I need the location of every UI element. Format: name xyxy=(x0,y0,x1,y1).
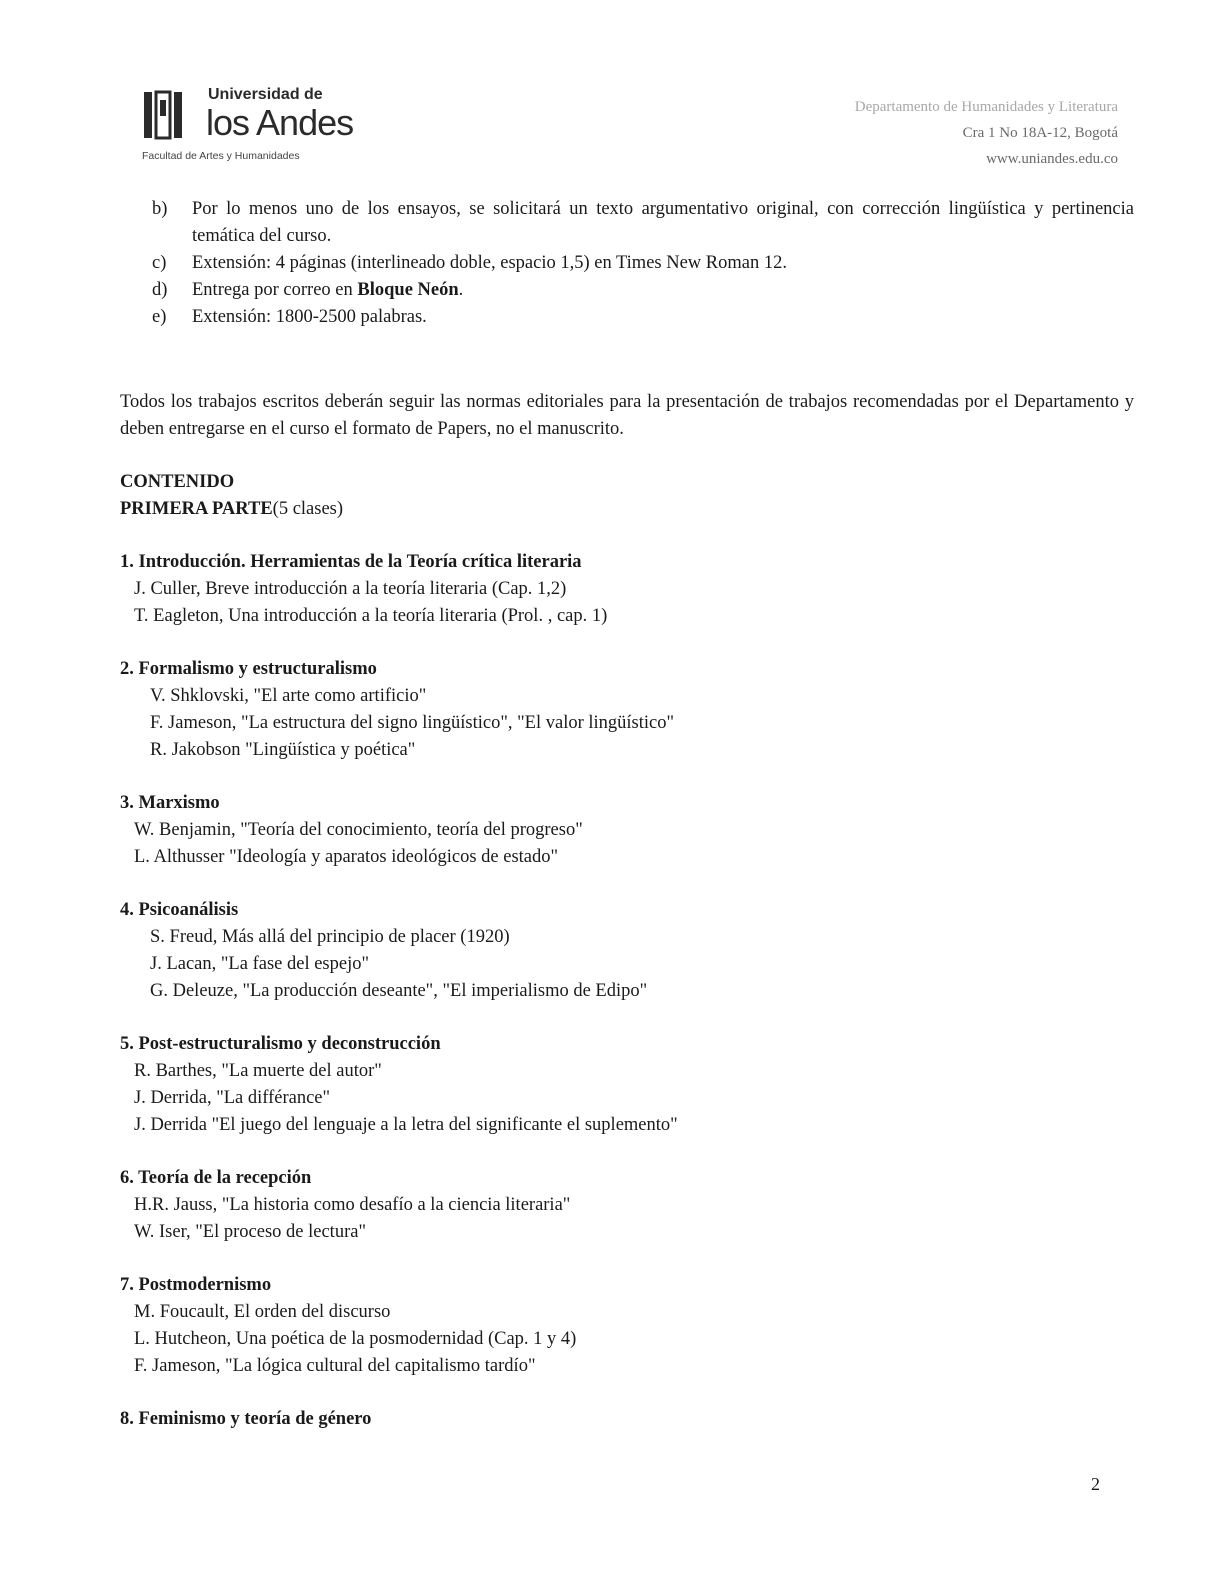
requirement-text: Extensión: 1800-2500 palabras. xyxy=(192,307,427,327)
requirement-marker: d) xyxy=(152,280,168,300)
reading-item: M. Foucault, El orden del discurso xyxy=(134,1302,391,1322)
section-title: 2. Formalismo y estructuralismo xyxy=(120,659,377,679)
requirement-marker: b) xyxy=(152,199,168,219)
university-logo-mark-icon xyxy=(142,90,200,140)
reading-item: J. Culler, Breve introducción a la teoría literaria (Cap. 1,2) xyxy=(134,579,567,599)
syllabus-section xyxy=(120,1406,1134,1433)
reading-item: F. Jameson, "La estructura del signo lingüístico", "El valor lingüístico" xyxy=(150,713,675,733)
reading-item: L. Hutcheon, Una poética de la posmodernidad (Cap. 1 y 4) xyxy=(134,1329,577,1349)
contents-subheading xyxy=(120,496,1134,523)
syllabus-section xyxy=(120,1272,1134,1380)
section-title: 4. Psicoanálisis xyxy=(120,900,239,920)
reading-item: T. Eagleton, Una introducción a la teoría literaria (Prol. , cap. 1) xyxy=(134,606,608,626)
logo-text-line3: Facultad de Artes y Humanidades xyxy=(142,150,300,162)
requirement-text: Por lo menos uno de los ensayos, se solicitará un texto argumentativo original, con corrección lingüística y pertinencia temática del curso. xyxy=(192,199,1134,246)
university-logo xyxy=(142,86,357,168)
syllabus-section xyxy=(120,1031,1134,1139)
reading-item: V. Shklovski, "El arte como artificio" xyxy=(150,686,427,706)
reading-item: J. Derrida, "La différance" xyxy=(134,1088,331,1108)
logo-text-line2: los Andes xyxy=(206,102,354,143)
contents-part-weeks: (5 clases) xyxy=(272,499,344,519)
reading-item: J. Derrida "El juego del lenguaje a la letra del significante el suplemento" xyxy=(134,1115,678,1135)
logo-text-line1: Universidad de xyxy=(208,86,323,103)
contents-part-title: PRIMERA PARTE xyxy=(120,499,273,519)
requirement-text: Entrega por correo en xyxy=(192,280,358,300)
requirement-text-end: . xyxy=(458,280,464,300)
syllabus-section xyxy=(120,897,1134,1005)
reading-item: J. Lacan, "La fase del espejo" xyxy=(150,954,370,974)
reading-item: R. Barthes, "La muerte del autor" xyxy=(134,1061,382,1081)
contents-heading: CONTENIDO xyxy=(120,472,235,492)
document-body xyxy=(120,196,1134,1433)
header-address: Cra 1 No 18A-12, Bogotá xyxy=(962,125,1118,141)
section-title: 6. Teoría de la recepción xyxy=(120,1168,312,1188)
requirement-text: Extensión: 4 páginas (interlineado doble, espacio 1,5) en Times New Roman 12. xyxy=(192,253,787,273)
department-name: Departamento de Humanidades y Literatura xyxy=(854,99,1118,115)
syllabus-section xyxy=(120,656,1134,764)
requirement-item xyxy=(152,304,1134,331)
reading-item: W. Iser, "El proceso de lectura" xyxy=(134,1222,366,1242)
header-website: www.uniandes.edu.co xyxy=(986,151,1118,167)
page-number: 2 xyxy=(1091,1474,1100,1494)
syllabus-section xyxy=(120,1165,1134,1246)
reading-item: F. Jameson, "La lógica cultural del capitalismo tardío" xyxy=(134,1356,536,1376)
section-title: 1. Introducción. Herramientas de la Teoría crítica literaria xyxy=(120,552,582,572)
requirement-marker: e) xyxy=(152,307,167,327)
section-title: 7. Postmodernismo xyxy=(120,1275,272,1295)
reading-item: L. Althusser "Ideología y aparatos ideológicos de estado" xyxy=(134,847,559,867)
section-title: 8. Feminismo y teoría de género xyxy=(120,1409,372,1429)
requirement-item xyxy=(152,250,1134,277)
requirements-list xyxy=(120,196,1134,331)
section-title: 5. Post-estructuralismo y deconstrucción xyxy=(120,1034,441,1054)
header-contact-block xyxy=(855,94,1118,172)
requirement-item xyxy=(152,277,1134,304)
syllabus-section xyxy=(120,549,1134,630)
syllabus-section xyxy=(120,790,1134,871)
reading-item: R. Jakobson "Lingüística y poética" xyxy=(150,740,416,760)
reading-item: S. Freud, Más allá del principio de placer (1920) xyxy=(150,927,510,947)
reading-item: H.R. Jauss, "La historia como desafío a la ciencia literaria" xyxy=(134,1195,571,1215)
reading-item: W. Benjamin, "Teoría del conocimiento, teoría del progreso" xyxy=(134,820,583,840)
requirement-marker: c) xyxy=(152,253,167,273)
formatting-note: Todos los trabajos escritos deberán seguir las normas editoriales para la presentación de trabajos recomendadas por el Departamento y deben entregarse en el curso el formato de Papers, no el manuscrito. xyxy=(120,392,1134,439)
reading-item: G. Deleuze, "La producción deseante", "El imperialismo de Edipo" xyxy=(150,981,648,1001)
requirement-item xyxy=(152,196,1134,250)
requirement-text-bold: Bloque Neón xyxy=(357,280,459,300)
section-title: 3. Marxismo xyxy=(120,793,220,813)
syllabus-sections xyxy=(120,549,1134,1433)
